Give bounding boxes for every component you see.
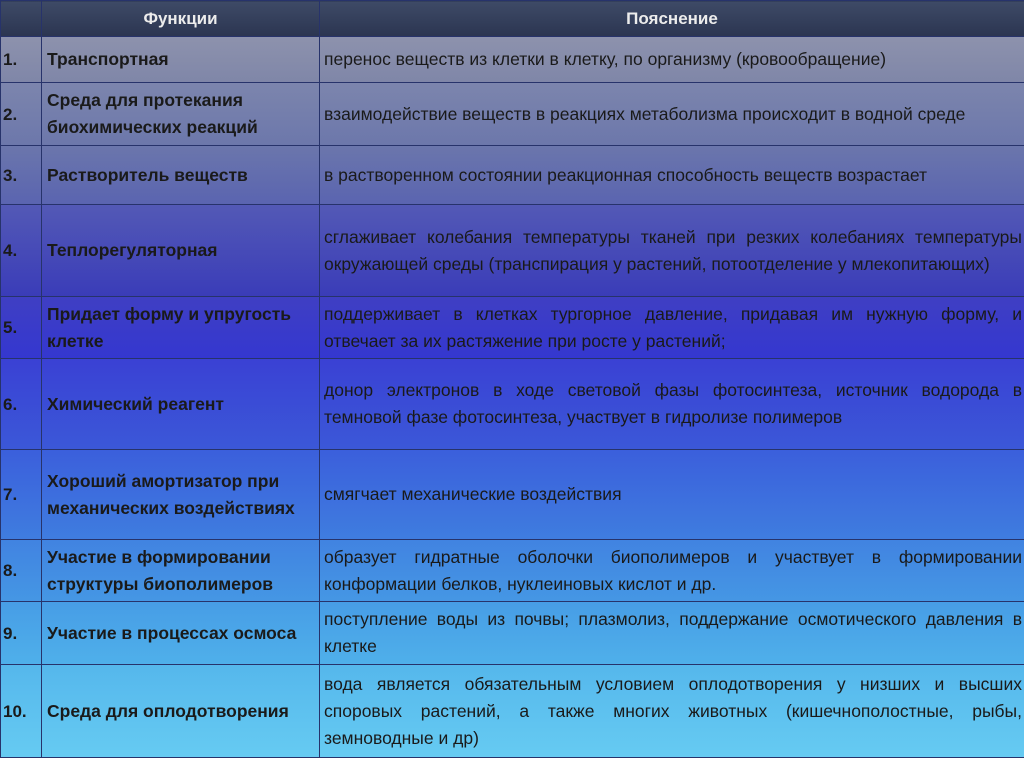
header-row [1,1,1024,37]
table-row [1,450,1024,540]
table-row [1,665,1024,758]
table-row [1,37,1024,83]
table-row [1,540,1024,602]
function-name: Участие в формировании структуры биополимеров [42,540,320,602]
row-number: 9. [1,602,42,665]
function-name: Растворитель веществ [42,146,320,205]
row-number: 7. [1,450,42,540]
row-number: 4. [1,205,42,297]
function-explanation: вода является обязательным условием оплодотворения у низших и высших споровых растений, а также многих животных (кишечнополостные, рыбы, земноводные и др) [320,665,1024,758]
row-number: 10. [1,665,42,758]
function-explanation: донор электронов в ходе световой фазы фотосинтеза, источник водорода в темновой фазе фотосинтеза, участвует в гидролизе полимеров [320,359,1024,450]
function-explanation: смягчает механические воздействия [320,450,1024,540]
function-explanation: взаимодействие веществ в реакциях метаболизма происходит в водной среде [320,83,1024,146]
function-name: Химический реагент [42,359,320,450]
function-explanation: поступление воды из почвы; плазмолиз, поддержание осмотического давления в клетке [320,602,1024,665]
table-row [1,297,1024,359]
row-number: 6. [1,359,42,450]
header-functions: Функции [42,1,320,37]
row-number: 5. [1,297,42,359]
row-number: 2. [1,83,42,146]
header-number [1,1,42,37]
function-name: Хороший амортизатор при механических воздействиях [42,450,320,540]
function-name: Среда для оплодотворения [42,665,320,758]
row-number: 1. [1,37,42,83]
function-name: Участие в процессах осмоса [42,602,320,665]
table-row [1,602,1024,665]
row-number: 8. [1,540,42,602]
function-name: Среда для протекания биохимических реакций [42,83,320,146]
function-explanation: перенос веществ из клетки в клетку, по организму (кровообращение) [320,37,1024,83]
function-name: Придает форму и упругость клетке [42,297,320,359]
function-name: Теплорегуляторная [42,205,320,297]
table-row [1,359,1024,450]
function-explanation: в растворенном состоянии реакционная способность веществ возрастает [320,146,1024,205]
header-explanation: Пояснение [320,1,1024,37]
function-name: Транспортная [42,37,320,83]
function-explanation: образует гидратные оболочки биополимеров и участвует в формировании конформации белков, нуклеиновых кислот и др. [320,540,1024,602]
row-number: 3. [1,146,42,205]
table-row [1,146,1024,205]
table-row [1,205,1024,297]
function-explanation: поддерживает в клетках тургорное давление, придавая им нужную форму, и отвечает за их растяжение при росте у растений; [320,297,1024,359]
function-explanation: сглаживает колебания температуры тканей при резких колебаниях температуры окружающей среды (транспирация у растений, потоотделение у млекопитающих) [320,205,1024,297]
table-row [1,83,1024,146]
